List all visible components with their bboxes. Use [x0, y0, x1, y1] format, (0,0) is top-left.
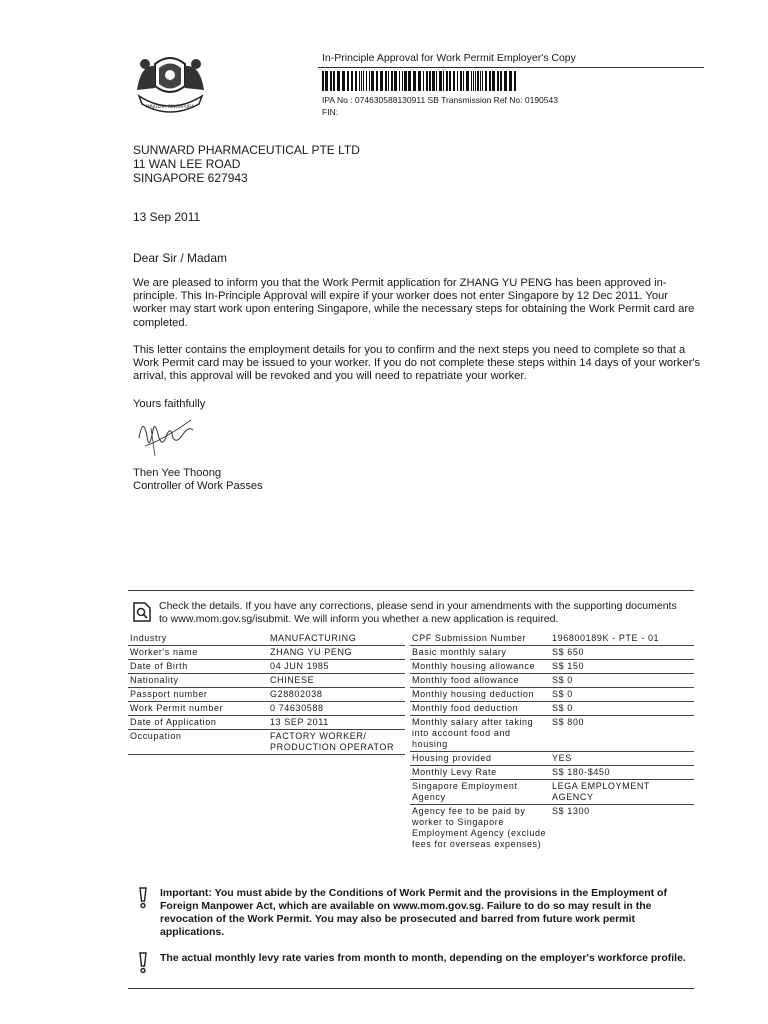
closing: Yours faithfully — [133, 398, 206, 410]
table-row — [410, 688, 694, 702]
singapore-crest-icon — [133, 50, 208, 115]
table-row — [410, 766, 694, 780]
field-label: Nationality — [128, 674, 268, 688]
field-label: Monthly salary after taking into account food and housing — [410, 716, 550, 752]
field-label: Basic monthly salary — [410, 646, 550, 660]
table-row — [410, 752, 694, 766]
svg-text:MAJULAH SINGAPURA: MAJULAH SINGAPURA — [145, 105, 195, 110]
addressee-company: SUNWARD PHARMACEUTICAL PTE LTD — [133, 143, 360, 157]
salutation: Dear Sir / Madam — [133, 251, 228, 265]
field-label: Passport number — [128, 688, 268, 702]
field-value: MANUFACTURING — [268, 632, 405, 646]
field-label: Singapore Employment Agency — [410, 780, 550, 805]
field-value: CHINESE — [268, 674, 405, 688]
exclamation-icon — [136, 952, 150, 974]
addressee-street: 11 WAN LEE ROAD — [133, 157, 241, 171]
field-label: Date of Application — [128, 716, 268, 730]
important-notice: Important: You must abide by the Conditions of Work Permit and the provisions in the Employment of Foreign Manpower Act, which are available on www.mom.gov.sg. Failure to do so may result in the revocation of the Work Permit. You may also be prosecuted and barred from future work permit applications. — [160, 887, 667, 938]
table-row — [128, 730, 405, 755]
field-value: LEGA EMPLOYMENT AGENCY — [550, 780, 694, 805]
signature-icon — [133, 408, 205, 463]
table-row — [410, 805, 694, 852]
table-row — [128, 716, 405, 730]
table-row — [128, 660, 405, 674]
field-value: S$ 650 — [550, 646, 694, 660]
field-label: Monthly food allowance — [410, 674, 550, 688]
field-label: Agency fee to be paid by worker to Singapore Employment Agency (exclude fees for overseas expenses) — [412, 806, 547, 849]
field-value: ZHANG YU PENG — [268, 646, 405, 660]
employment-details-table — [410, 632, 694, 851]
field-label: Housing provided — [410, 752, 550, 766]
field-value: YES — [550, 752, 694, 766]
exclamation-icon — [136, 887, 150, 909]
field-value: 0 74630588 — [268, 702, 405, 716]
table-row — [410, 660, 694, 674]
field-label: Date of Birth — [128, 660, 268, 674]
field-label: CPF Submission Number — [410, 632, 550, 646]
signatory-name: Then Yee Thoong — [133, 467, 222, 479]
field-value: 13 SEP 2011 — [268, 716, 405, 730]
addressee-city: SINGAPORE 627943 — [133, 171, 248, 185]
field-value: S$ 0 — [550, 688, 694, 702]
table-row — [410, 702, 694, 716]
table-row — [410, 780, 694, 805]
header-divider — [318, 67, 704, 68]
field-value: S$ 180-$450 — [550, 766, 694, 780]
worker-details-table — [128, 632, 405, 755]
check-details-note: Check the details. If you have any corrections, please send in your amendments with the supporting documents to www.mom.gov.sg/isubmit. We will inform you whether a new application is required. — [159, 600, 677, 625]
approval-paragraph: We are pleased to inform you that the Work Permit application for ZHANG YU PENG has been approved in-principle. This In-Principle Approval will expire if your worker does not enter Singapore by 12 Dec 2011. Your worker may start work upon entering Singapore, while the necessary steps for obtaining the Work Permit card are completed. — [133, 277, 695, 329]
table-row — [410, 716, 694, 752]
table-row — [410, 646, 694, 660]
field-value: S$ 150 — [550, 660, 694, 674]
field-label: Monthly housing deduction — [410, 688, 550, 702]
table-row — [128, 646, 405, 660]
field-value: S$ 1300 — [552, 806, 590, 816]
field-label: Industry — [128, 632, 268, 646]
field-value: G28802038 — [268, 688, 405, 702]
signatory-title: Controller of Work Passes — [133, 480, 263, 492]
table-row — [410, 674, 694, 688]
field-value: S$ 0 — [550, 674, 694, 688]
document-search-icon — [132, 601, 152, 623]
field-label: Monthly Levy Rate — [410, 766, 550, 780]
field-value: 04 JUN 1985 — [268, 660, 405, 674]
field-value: S$ 0 — [550, 702, 694, 716]
ipa-number: IPA No : 074630588130911 SB Transmission Ref No: 0190543 — [322, 95, 558, 105]
table-row — [128, 688, 405, 702]
field-value: FACTORY WORKER/ PRODUCTION OPERATOR — [268, 730, 405, 755]
field-value: 196800189K - PTE - 01 — [550, 632, 694, 646]
signatory-block — [133, 467, 263, 493]
next-steps-paragraph: This letter contains the employment details for you to confirm and the next steps you need to complete so that a Work Permit card may be issued to your worker. If you do not complete these steps within 14 days of your worker's arrival, this approval will be revoked and you will need to repatriate your worker. — [133, 344, 701, 383]
field-label: Work Permit number — [128, 702, 268, 716]
field-label: Occupation — [128, 730, 268, 755]
field-label: Worker's name — [128, 646, 268, 660]
addressee-block — [133, 143, 360, 185]
barcode-icon — [322, 71, 518, 91]
levy-notice: The actual monthly levy rate varies from month to month, depending on the employer's workforce profile. — [160, 952, 686, 964]
table-row — [128, 702, 405, 716]
document-title: In-Principle Approval for Work Permit Employer's Copy — [322, 52, 576, 64]
table-row — [128, 674, 405, 688]
field-label: Monthly food deduction — [410, 702, 550, 716]
fin-label: FIN: — [322, 107, 339, 117]
table-row — [410, 632, 694, 646]
field-value: S$ 800 — [550, 716, 694, 752]
field-label: Monthly housing allowance — [410, 660, 550, 674]
letter-date: 13 Sep 2011 — [133, 210, 201, 224]
table-row — [128, 632, 405, 646]
